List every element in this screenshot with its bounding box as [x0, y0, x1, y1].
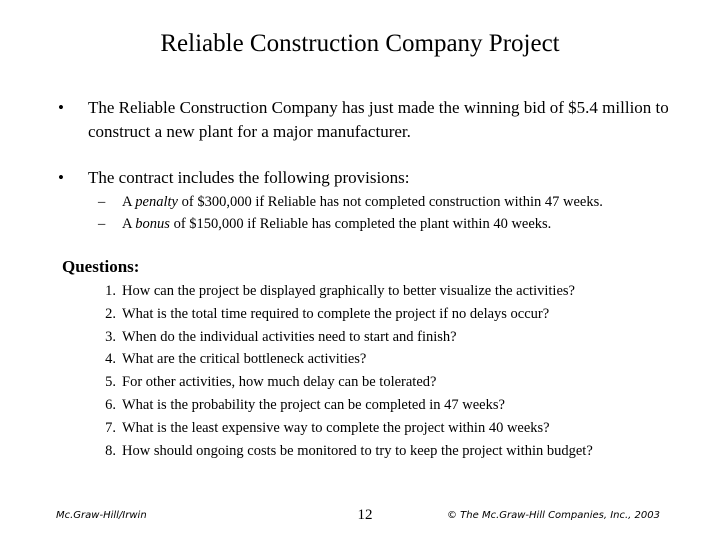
question-item	[96, 303, 696, 326]
questions-list	[96, 280, 696, 462]
provision-term: bonus	[135, 216, 170, 232]
question-number: 1.	[105, 283, 116, 299]
provision-prefix: A	[122, 216, 136, 232]
question-number: 5.	[105, 374, 116, 391]
provision-term: penalty	[135, 194, 178, 210]
question-text: What are the critical bottleneck activities?	[122, 351, 367, 368]
question-item	[96, 371, 696, 394]
question-item	[96, 326, 696, 349]
question-text: What is the least expensive way to complete the project within 40 weeks?	[122, 419, 550, 436]
bullet-text: The contract includes the following provisions:	[88, 168, 410, 187]
dash-icon: –	[98, 216, 106, 232]
question-text: How should ongoing costs be monitored to try to keep the project within budget?	[122, 442, 593, 459]
question-number: 8.	[105, 442, 116, 459]
question-item	[96, 348, 696, 371]
dash-icon: –	[98, 194, 106, 210]
question-text: What is the probability the project can be completed in 47 weeks?	[122, 396, 505, 413]
question-item	[96, 440, 696, 463]
bullet-text: The Reliable Construction Company has just made the winning bid of $5.4 million to construct a new plant for a major manufacturer.	[88, 98, 669, 141]
question-text: For other activities, how much delay can be tolerated?	[122, 374, 437, 391]
question-number: 2.	[105, 305, 116, 322]
question-item	[96, 280, 696, 303]
question-text: When do the individual activities need to start and finish?	[122, 328, 457, 345]
question-number: 4.	[105, 351, 116, 368]
bullet-dot-icon: •	[58, 168, 64, 187]
footer-publisher: Mc.Graw-Hill/Irwin	[56, 510, 147, 521]
provision-suffix: of $150,000 if Reliable has completed the plant within 40 weeks.	[169, 216, 552, 232]
question-number: 3.	[105, 328, 116, 345]
page-number: 12	[357, 507, 373, 523]
footer-copyright: © The Mc.Graw-Hill Companies, Inc., 2003	[447, 510, 660, 521]
bullet-dot-icon: •	[58, 98, 64, 117]
slide-title: Reliable Construction Company Project	[160, 30, 560, 57]
provision-prefix: A	[122, 194, 136, 210]
questions-heading: Questions:	[62, 257, 140, 276]
question-item	[96, 417, 696, 440]
question-number: 6.	[105, 396, 116, 413]
question-text: What is the total time required to complete the project if no delays occur?	[122, 305, 550, 322]
question-text: How can the project be displayed graphically to better visualize the activities?	[122, 283, 575, 299]
provision-text	[122, 192, 603, 212]
question-number: 7.	[105, 419, 116, 436]
provision-suffix: of $300,000 if Reliable has not completed construction within 47 weeks.	[177, 194, 603, 210]
question-item	[96, 394, 696, 417]
provision-text	[122, 214, 551, 234]
